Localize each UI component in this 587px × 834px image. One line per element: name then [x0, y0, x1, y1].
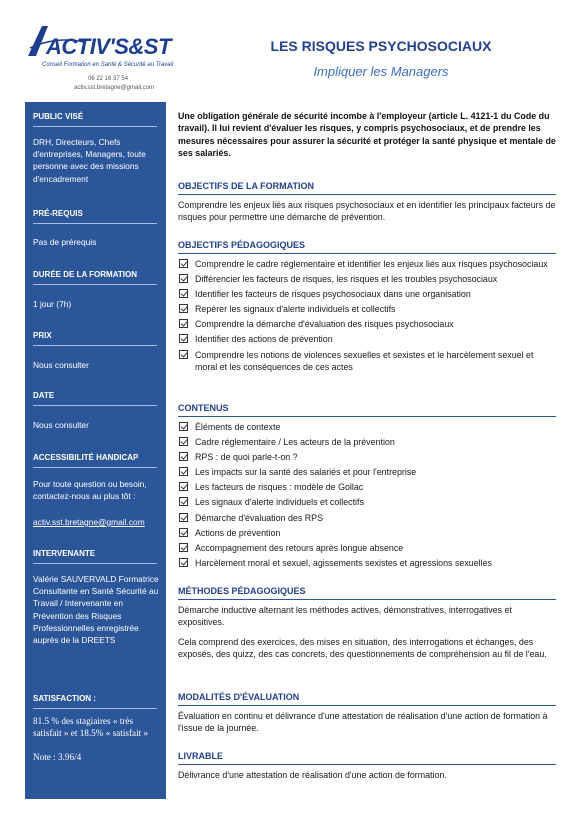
- duree-text: 1 jour (7h): [33, 299, 72, 309]
- list-item: Comprendre la démarche d'évaluation des risques psychosociaux: [178, 318, 556, 330]
- accessibilite-heading: ACCESSIBILITÉ HANDICAP: [33, 453, 139, 462]
- modalites-text: Évaluation en continu et délivrance d'une attestation de réalisation d'une action de formation à l'issue de la journée.: [178, 711, 548, 734]
- sidebar-divider: [33, 126, 157, 127]
- sidebar-divider: [33, 708, 157, 709]
- checkbox-checked-icon: [179, 452, 188, 461]
- accessibilite-text: Pour toute question ou besoin, contactez-nous au plus tôt :: [33, 479, 147, 502]
- checkbox-checked-icon: [179, 558, 188, 567]
- list-item: Identifier des actions de prévention: [178, 333, 556, 345]
- objectifs-formation-text: Comprendre les enjeux liés aux risques psychosociaux et en identifier les principaux facteurs de risques pour permettre une démarche de prévention.: [178, 200, 556, 223]
- public-vise-text: DRH, Directeurs, Chefs d'entreprises, Managers, toute personne avec des missions d'encadrement: [33, 137, 146, 184]
- list-item: Comprendre le cadre réglementaire et identifier les enjeux liés aux risques psychosociaux: [178, 258, 556, 270]
- list-item: Accompagnement des retours après longue absence: [178, 542, 556, 554]
- prix-text: Nous consulter: [33, 360, 89, 370]
- checkbox-checked-icon: [179, 513, 188, 522]
- document-subtitle: Impliquer les Managers: [313, 64, 449, 79]
- checkbox-checked-icon: [179, 319, 188, 328]
- section-title-livrable: LIVRABLE: [178, 751, 556, 765]
- list-item: Les facteurs de risques : modèle de Gollac: [178, 481, 556, 493]
- list-item: Comprendre les notions de violences sexuelles et sexistes et le harcèlement sexuel et moral et les conséquences de ces actes: [178, 349, 556, 373]
- methodes-text-1: Démarche inductive alternant les méthodes actives, démonstratives, interrogatives et expositives.: [178, 605, 512, 628]
- sidebar-divider: [33, 467, 157, 468]
- list-item: Les impacts sur la santé des salariés et pour l'entreprise: [178, 466, 556, 478]
- intro-paragraph: Une obligation générale de sécurité incombe à l'employeur (article L. 4121-1 du Code du travail). Il lui revient d'évaluer les risques, y compris psychosociaux, et de prendre les mesures nécessaires pour assurer la sécurité et protéger la santé physique et mentale de ses salariés.: [178, 111, 556, 158]
- checkbox-checked-icon: [179, 304, 188, 313]
- list-item: Identifier les facteurs de risques psychosociaux dans une organisation: [178, 288, 556, 300]
- checkbox-checked-icon: [179, 497, 188, 506]
- checkbox-checked-icon: [179, 289, 188, 298]
- section-title-modalites: MODALITÉS D'ÉVALUATION: [178, 692, 556, 706]
- logo-email: activ.sst.bretagne@gmail.com: [74, 85, 155, 91]
- satisfaction-heading: SATISFACTION :: [33, 694, 96, 703]
- list-item: Repérer les signaux d'alerte individuels et collectifs: [178, 303, 556, 315]
- section-title-objectifs-formation: OBJECTIFS DE LA FORMATION: [178, 181, 556, 195]
- satisfaction-note: Note : 3.96/4: [33, 752, 82, 762]
- sidebar-divider: [33, 345, 157, 346]
- livrable-text: Délivrance d'une attestation de réalisation d'une action de formation.: [178, 770, 447, 780]
- section-title-methodes: MÉTHODES PÉDAGOGIQUES: [178, 586, 556, 600]
- sidebar-divider: [33, 284, 157, 285]
- accessibilite-email-link[interactable]: activ.sst.bretagne@gmail.com: [33, 517, 145, 527]
- objectifs-pedagogiques-list: [178, 258, 556, 376]
- list-item: Différencier les facteurs de risques, les risques et les troubles psychosociaux: [178, 273, 556, 285]
- checkbox-checked-icon: [179, 334, 188, 343]
- prix-heading: PRIX: [33, 331, 52, 340]
- list-item: RPS : de quoi parle-t-on ?: [178, 451, 556, 463]
- logo-name: ACTIV'S&ST: [46, 34, 171, 59]
- section-title-objectifs-pedagogiques: OBJECTIFS PÉDAGOGIQUES: [178, 240, 556, 254]
- logo-tagline: Conseil Formation en Santé & Sécurité au Travail: [42, 62, 174, 68]
- methodes-text-2: Cela comprend des exercices, des mises en situation, des interrogations et échanges, des exposés, des quizz, des cas concrets, des questionnements de compréhension au fil de l'eau.: [178, 637, 547, 660]
- section-title-contenus: CONTENUS: [178, 403, 556, 417]
- checkbox-checked-icon: [179, 543, 188, 552]
- checkbox-checked-icon: [179, 482, 188, 491]
- checkbox-checked-icon: [179, 422, 188, 431]
- list-item: Harcèlement moral et sexuel, agissements sexistes et agressions sexuelles: [178, 557, 556, 569]
- checkbox-checked-icon: [179, 467, 188, 476]
- document-title: LES RISQUES PSYCHOSOCIAUX: [270, 38, 492, 54]
- checkbox-checked-icon: [179, 437, 188, 446]
- list-item: Cadre réglementaire / Les acteurs de la prévention: [178, 436, 556, 448]
- checkbox-checked-icon: [179, 274, 188, 283]
- date-text: Nous consulter: [33, 420, 89, 430]
- list-item: Actions de prévention: [178, 527, 556, 539]
- company-logo: [26, 22, 176, 94]
- checkbox-checked-icon: [179, 528, 188, 537]
- date-heading: DATE: [33, 391, 55, 400]
- prerequis-text: Pas de prérequis: [33, 237, 97, 247]
- satisfaction-text: 81.5 % des stagiaires « très satisfait » et 18.5% « satisfait »: [33, 716, 149, 738]
- intervenante-text: Valérie SAUVERVALD Formatrice Consultante en Santé Sécurité au Travail / Intervenante en Prévention des Risques Professionnelles enregistrée auprès de la DREETS: [33, 574, 159, 646]
- list-item: Les signaux d'alerte individuels et collectifs: [178, 496, 556, 508]
- sidebar-divider: [33, 563, 157, 564]
- checkbox-checked-icon: [179, 259, 188, 268]
- contenus-list: [178, 421, 556, 572]
- sidebar-divider: [33, 405, 157, 406]
- info-sidebar: [25, 102, 166, 799]
- logo-phone: 06 22 16 37 54: [88, 76, 129, 82]
- public-vise-heading: PUBLIC VISÉ: [33, 112, 84, 121]
- prerequis-heading: PRÉ-REQUIS: [33, 209, 83, 218]
- intervenante-heading: INTERVENANTE: [33, 549, 96, 558]
- checkbox-checked-icon: [179, 350, 188, 359]
- duree-heading: DURÉE DE LA FORMATION: [33, 270, 137, 279]
- list-item: Éléments de contexte: [178, 421, 556, 433]
- list-item: Démarche d'évaluation des RPS: [178, 512, 556, 524]
- sidebar-divider: [33, 223, 157, 224]
